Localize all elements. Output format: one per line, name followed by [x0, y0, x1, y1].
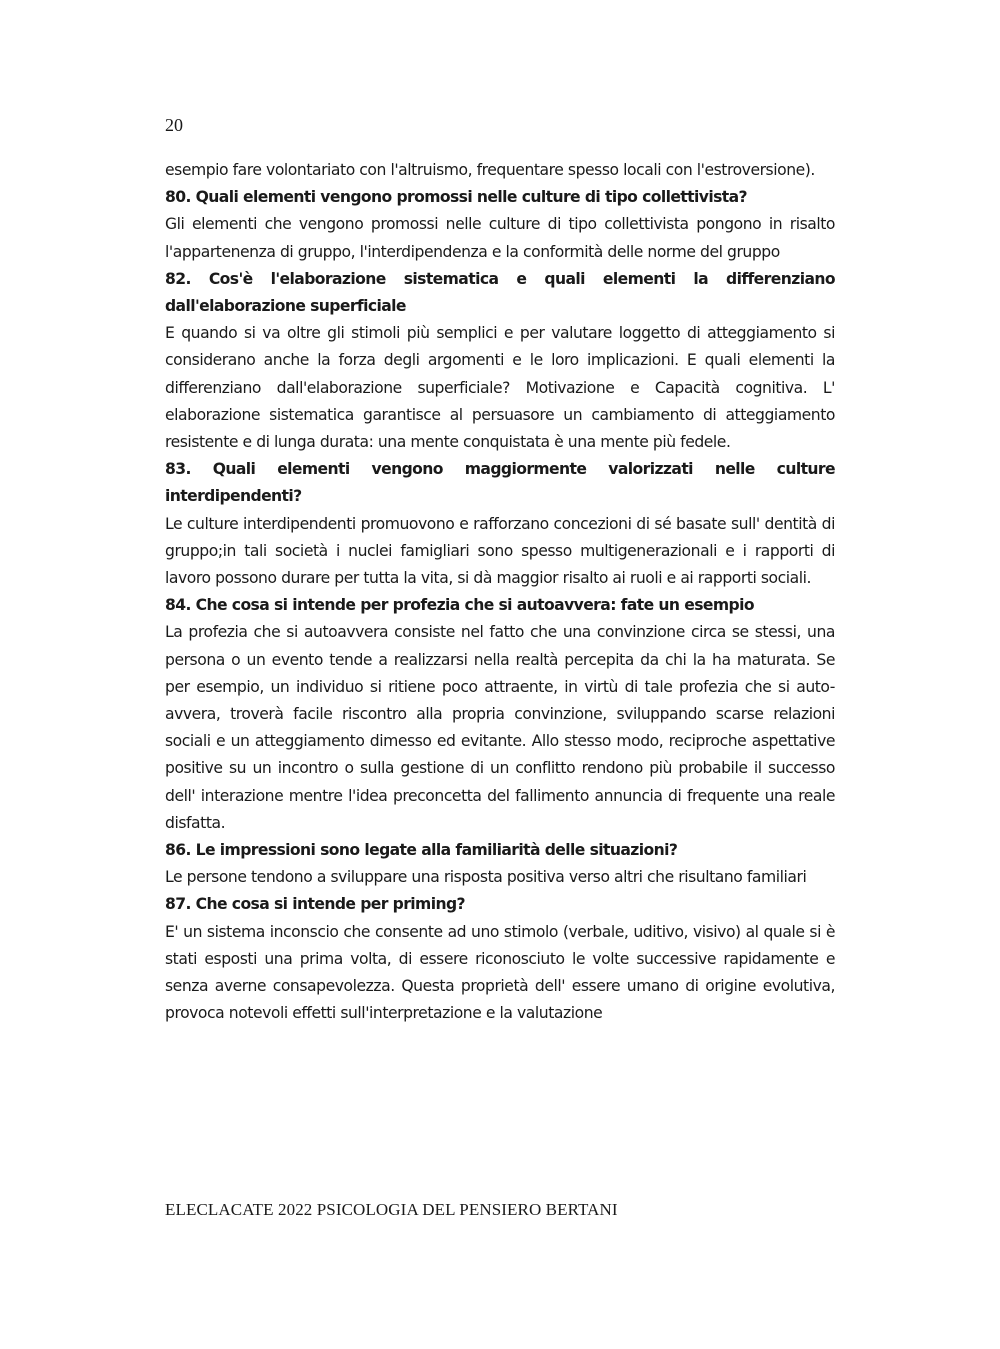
answer-82: E quando si va oltre gli stimoli più semplici e per valutare loggetto di atteggiamento si considerano anche la forza degli argomenti e le loro implicazioni. E quali elementi la differenziano dall'elaborazione superficiale? Motivazione e Capacità cognitiva. L' elaborazione sistematica garantisce al persuasore un cambiamento di atteggiamento resistente e di lunga durata: una mente conquistata è una mente più fedele.: [165, 324, 835, 452]
question-84: 84. Che cosa si intende per profezia che si autoavvera: fate un esempio: [165, 596, 754, 615]
question-87: 87. Che cosa si intende per priming?: [165, 895, 465, 914]
page-footer: ELECLACATE 2022 PSICOLOGIA DEL PENSIERO BERTANI: [165, 1200, 618, 1219]
question-83: 83. Quali elementi vengono maggiormente valorizzati nelle culture interdipendenti?: [165, 460, 835, 506]
question-82: 82. Cos'è l'elaborazione sistematica e quali elementi la differenziano dall'elaborazione superficiale: [165, 269, 835, 316]
answer-84: La profezia che si autoavvera consiste nel fatto che una convinzione circa se stessi, una persona o un evento tende a realizzarsi nella realtà percepita da chi la ha maturata. Se per esempio, un individuo si ritiene poco attraente, in virtù di tale profezia che si auto-avvera, troverà facile riscontro alla propria convinzione, sviluppando scarse relazioni sociali e un atteggiamento dimesso ed evitante. Allo stesso modo, reciproche aspettative positive su un incontro o sulla gestione di un conflitto rendono più probabile il successo dell' interazione mentre l'idea preconcetta del fallimento annuncia di frequente una reale disfatta.: [165, 623, 835, 832]
answer-80: Gli elementi che vengono promossi nelle culture di tipo collettivista pongono in risalto l'appartenenza di gruppo, l'interdipendenza e la conformità delle norme del gruppo: [165, 215, 835, 261]
paragraph-intro: esempio fare volontariato con l'altruismo, frequentare spesso locali con l'estroversione).: [165, 161, 815, 179]
answer-86: Le persone tendono a sviluppare una risposta positiva verso altri che risultano familiari: [165, 868, 807, 887]
document-body: [165, 157, 835, 1028]
page-number: 20: [165, 115, 183, 135]
answer-83: Le culture interdipendenti promuovono e rafforzano concezioni di sé basate sull' dentità di gruppo;in tali società i nuclei famigliari sono spesso multigenerazionali e i rapporti di lavoro possono durare per tutta la vita, si dà maggior risalto ai ruoli e ai rapporti sociali.: [165, 514, 835, 588]
question-80: 80. Quali elementi vengono promossi nelle culture di tipo collettivista?: [165, 188, 747, 207]
question-86: 86. Le impressioni sono legate alla familiarità delle situazioni?: [165, 841, 678, 860]
answer-87: E' un sistema inconscio che consente ad uno stimolo (verbale, uditivo, visivo) al quale si è stati esposti una prima volta, di essere riconosciuto le volte successive rapidamente e senza averne consapevolezza. Questa proprietà dell' essere umano di origine evolutiva, provoca notevoli effetti sull'interpretazione e la valutazione: [165, 922, 835, 1023]
